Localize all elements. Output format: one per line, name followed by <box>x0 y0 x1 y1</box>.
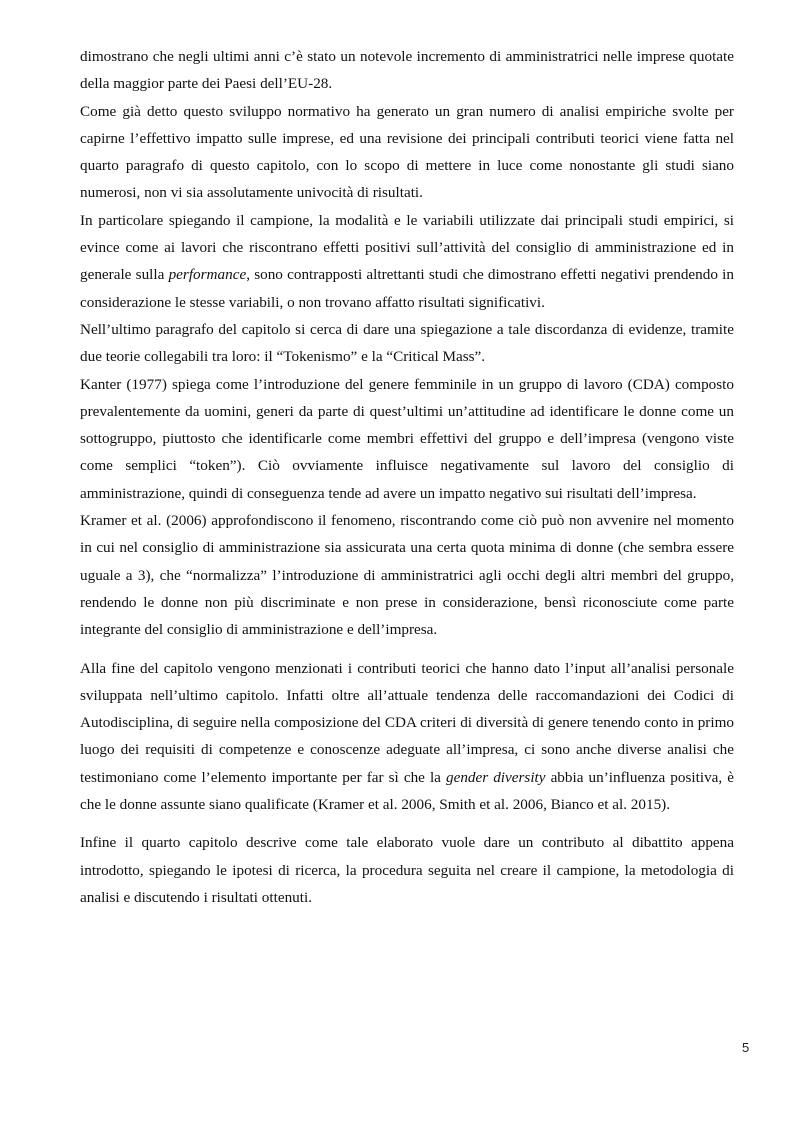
paragraph-text: Come già detto questo sviluppo normativo ha generato un gran numero di analisi empiriche svolte per capirne l’effettivo impatto sulle imprese, ed una revisione dei principali contributi teorici viene fatta nel quarto paragrafo di questo capitolo, con lo scopo di mettere in luce come nonostante gli studi siano numerosi, non vi sia assolutamente univocità di risultati. <box>80 102 734 202</box>
paragraph-text: Kanter (1977) spiega come l’introduzione del genere femminile in un gruppo di lavoro (CDA) composto prevalentemente da uomini, generi da parte di quest’ultimi un’attitudine ad identificare le donne come un sottogruppo, piuttosto che identificarle come membri effettivi del gruppo e dell’impresa (vengono viste come semplici “token”). Ciò ovviamente influisce negativamente sul lavoro del consiglio di amministrazione, quindi di conseguenza tende ad avere un impatto negativo sui risultati dell’impresa. <box>80 375 734 502</box>
paragraph-text: Alla fine del capitolo vengono menzionati i contributi teorici che hanno dato l’input all’analisi personale sviluppata nell’ultimo capitolo. Infatti oltre all’attuale tendenza delle raccomandazioni dei Codici di Autodisciplina, di seguire nella composizione del CDA criteri di diversità di genere tenendo conto in primo luogo dei requisiti di competenze e conoscenze adeguate all’impresa, ci sono anche diverse analisi che testimoniano come l’elemento importante per far sì che la <box>80 659 734 786</box>
paragraph-text: Kramer et al. (2006) approfondiscono il fenomeno, riscontrando come ciò può non avvenire nel momento in cui nel consiglio di amministrazione sia assicurata una certa quota minima di donne (che sembra essere uguale a 3), che “normalizza” l’introduzione di amministratrici agli occhi degli altri membri del gruppo, rendendo le donne non più discriminate e non prese in considerazione, bensì riconosciute come parte integrante del consiglio di amministrazione e dell’impresa. <box>80 512 734 639</box>
paragraph-5 <box>80 371 734 507</box>
document-body <box>80 43 734 911</box>
paragraph-8 <box>80 829 734 911</box>
italic-term-gender-diversity: gender diversity <box>445 768 546 786</box>
paragraph-1 <box>80 43 734 98</box>
paragraph-text: In particolare spiegando il campione, la modalità e le variabili utilizzate dai principali studi empirici, si evince come ai lavori che riscontrano effetti positivi sull’attività del consiglio di amministrazione ed in generale sulla <box>80 211 734 284</box>
italic-term-performance: performance <box>168 266 247 284</box>
paragraph-6 <box>80 507 734 643</box>
paragraph-4 <box>80 316 734 371</box>
page-number: 5 <box>742 1040 750 1055</box>
paragraph-7 <box>80 655 734 819</box>
paragraph-text: Infine il quarto capitolo descrive come tale elaborato vuole dare un contributo al dibattito appena introdotto, spiegando le ipotesi di ricerca, la procedura seguita nel creare il campione, la metodologia di analisi e discutendo i risultati ottenuti. <box>80 834 734 906</box>
paragraph-text: dimostrano che negli ultimi anni c’è stato un notevole incremento di amministratrici nelle imprese quotate della maggior parte dei Paesi dell’EU-28. <box>80 48 734 93</box>
paragraph-text: Nell’ultimo paragrafo del capitolo si cerca di dare una spiegazione a tale discordanza di evidenze, tramite due teorie collegabili tra loro: il “Tokenismo” e la “Critical Mass”. <box>80 320 734 366</box>
paragraph-text: , sono contrapposti altrettanti studi che dimostrano effetti negativi prendendo in considerazione le stesse variabili, o non trovano affatto risultati significativi. <box>80 266 734 311</box>
paragraph-text: abbia un’influenza positiva, è che le donne assunte siano qualificate (Kramer et al. 2006, Smith et al. 2006, Bianco et al. 2015). <box>80 768 734 814</box>
paragraph-2 <box>80 98 734 207</box>
paragraph-3 <box>80 207 734 316</box>
